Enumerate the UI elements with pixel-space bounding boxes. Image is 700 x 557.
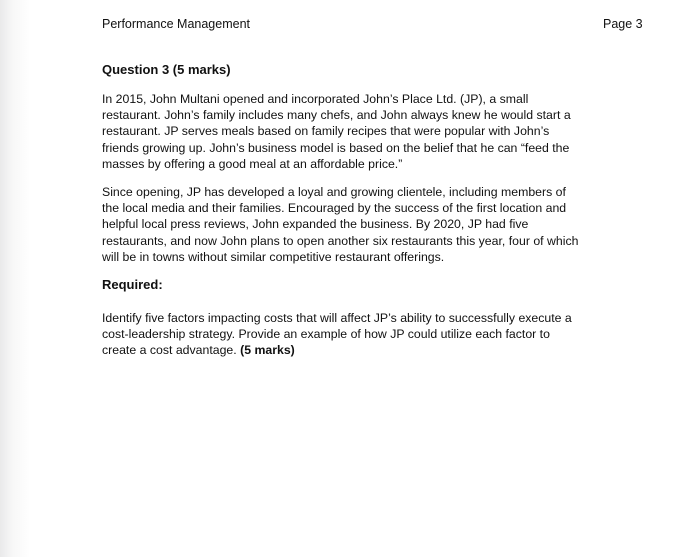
paragraph-line: the local media and their families. Encouraged by the success of the first location and (102, 201, 567, 216)
paragraph-line: restaurant. John’s family includes many chefs, and John always knew he would start a (102, 108, 571, 123)
paragraph-line: friends growing up. John’s business model is based on the belief that he can “feed the (102, 140, 570, 155)
paragraph-line: Identify five factors impacting costs that will affect JP’s ability to successfully execute a (102, 311, 572, 325)
required-instructions (102, 310, 662, 359)
paragraph-line: will be in towns without similar competitive restaurant offerings. (102, 249, 445, 264)
instruction-text: create a cost advantage. (102, 343, 237, 358)
paragraph-line: cost-leadership strategy. Provide an example of how JP could utilize each factor to (102, 327, 550, 342)
marks-label: (5 marks) (240, 343, 295, 358)
case-paragraph-1 (102, 91, 662, 172)
page-number: Page 3 (603, 17, 643, 31)
paragraph-line: restaurants, and now John plans to open another six restaurants this year, four of which (102, 233, 579, 248)
header-title: Performance Management (102, 17, 250, 31)
paragraph-line: In 2015, John Multani opened and incorporated John’s Place Ltd. (JP), a small (102, 92, 529, 106)
question-title: Question 3 (5 marks) (102, 62, 231, 77)
case-paragraph-2 (102, 184, 662, 265)
paragraph-line (102, 342, 662, 358)
paragraph-line: masses by offering a good meal at an affordable price.” (102, 156, 403, 171)
paragraph-line: restaurant. JP serves meals based on family recipes that were popular with John’s (102, 124, 550, 139)
paragraph-line: helpful local press reviews, John expanded the business. By 2020, JP had five (102, 217, 529, 232)
paragraph-line: Since opening, JP has developed a loyal and growing clientele, including members of (102, 185, 566, 199)
required-heading: Required: (102, 277, 163, 292)
